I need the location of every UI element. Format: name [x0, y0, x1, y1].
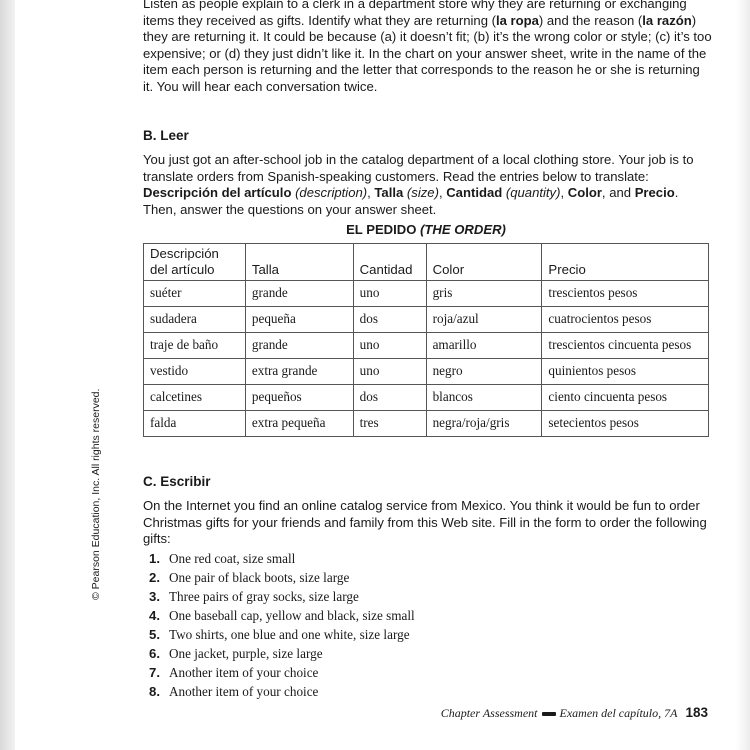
b-sep-1: ,: [367, 185, 375, 201]
list-item: [143, 606, 415, 625]
b-gloss-1: (description): [291, 185, 368, 201]
cell-talla: pequeños: [245, 385, 353, 411]
b-sep-4: , and: [601, 185, 635, 201]
cell-color: amarillo: [426, 333, 542, 359]
table-row: [144, 359, 709, 385]
table-row: [144, 385, 709, 411]
cell-descripcion: calcetines: [144, 385, 246, 411]
b-term-precio: Precio: [634, 185, 675, 201]
cell-precio: trescientos cincuenta pesos: [542, 333, 709, 359]
list-item: [143, 549, 415, 568]
list-item: [143, 682, 415, 701]
cell-color: negro: [426, 359, 542, 385]
page-edge-shadow-right: [736, 0, 750, 750]
cell-cantidad: uno: [353, 333, 426, 359]
cell-cantidad: uno: [353, 281, 426, 307]
cell-talla: grande: [245, 281, 353, 307]
cell-descripcion: vestido: [144, 359, 246, 385]
table-row: [144, 281, 709, 307]
list-item-text: One baseball cap, yellow and black, size small: [169, 608, 415, 623]
section-c-heading: C. Escribir: [143, 474, 211, 489]
list-item: [143, 568, 415, 587]
list-item: [143, 625, 415, 644]
list-item: [143, 663, 415, 682]
list-item: [143, 644, 415, 663]
section-c-text: On the Internet you find an online catalog service from Mexico. You think it would be fun to order Christmas gifts for your friends and family from this Web site. Fill in the form to order the following gifts:: [143, 498, 707, 547]
gift-list: [143, 549, 415, 701]
cell-cantidad: dos: [353, 307, 426, 333]
list-item-number: 4.: [149, 608, 160, 623]
order-table: [143, 243, 709, 437]
cell-color: negra/roja/gris: [426, 411, 542, 437]
section-b-text: [143, 152, 713, 218]
cell-talla: extra pequeña: [245, 411, 353, 437]
cell-color: blancos: [426, 385, 542, 411]
list-item-number: 8.: [149, 684, 160, 699]
copyright-notice: © Pearson Education, Inc. All rights reserved.: [90, 388, 102, 600]
page-number: 183: [685, 705, 708, 720]
intro-term-ropa: la ropa: [495, 12, 539, 28]
table-title-es: EL PEDIDO: [346, 222, 417, 237]
b-text-1: You just got an after-school job in the catalog department of a local clothing store. Your job is to translate orders from Spanish-speaking customers. Read the entries below to translate:: [143, 152, 694, 184]
list-item-number: 1.: [149, 551, 160, 566]
footer-left-text: Chapter Assessment: [440, 706, 538, 720]
cell-cantidad: tres: [353, 411, 426, 437]
table-title-en: (THE ORDER): [420, 222, 506, 237]
footer-separator: [542, 712, 556, 716]
cell-precio: ciento cincuenta pesos: [542, 385, 709, 411]
table-header-row: [144, 244, 709, 281]
page-edge-shadow: [0, 0, 15, 750]
cell-descripcion: falda: [144, 411, 246, 437]
b-text-2: . Then, answer the questions on your answer sheet.: [143, 185, 679, 217]
table-title: [143, 222, 709, 237]
cell-talla: grande: [245, 333, 353, 359]
list-item-number: 2.: [149, 570, 160, 585]
table-row: [144, 333, 709, 359]
b-term-color: Color: [567, 185, 602, 201]
list-item-number: 5.: [149, 627, 160, 642]
cell-color: gris: [426, 281, 542, 307]
cell-cantidad: uno: [353, 359, 426, 385]
intro-text-2: ) and the reason (: [538, 12, 643, 28]
table-row: [144, 411, 709, 437]
b-sep-2: ,: [438, 185, 447, 201]
list-item: [143, 587, 415, 606]
list-item-number: 6.: [149, 646, 160, 661]
header-color: Color: [426, 244, 542, 281]
header-descripcion: Descripción del artículo: [144, 244, 246, 281]
b-term-cantidad: Cantidad: [446, 185, 503, 201]
cell-talla: extra grande: [245, 359, 353, 385]
cell-precio: trescientos pesos: [542, 281, 709, 307]
b-gloss-3: (quantity): [502, 185, 561, 201]
list-item-number: 3.: [149, 589, 160, 604]
cell-precio: cuatrocientos pesos: [542, 307, 709, 333]
list-item-text: One jacket, purple, size large: [169, 646, 323, 661]
cell-color: roja/azul: [426, 307, 542, 333]
cell-descripcion: traje de baño: [144, 333, 246, 359]
cell-descripcion: sudadera: [144, 307, 246, 333]
intro-term-razon: la razón: [642, 12, 692, 28]
cell-cantidad: dos: [353, 385, 426, 411]
intro-text-3: ) they are returning it. It could be because (a) it doesn’t fit; (b) it’s the wrong color or style; (c) it’s too expensive; or (d) they just didn’t like it. In the chart on your answer sheet, write in the name of the item each person is returning and the letter that corresponds to the reason he or she is returning it. You will hear each conversation twice.: [143, 12, 712, 94]
cell-precio: setecientos pesos: [542, 411, 709, 437]
header-talla: Talla: [245, 244, 353, 281]
list-item-text: Three pairs of gray socks, size large: [169, 589, 359, 604]
table-row: [144, 307, 709, 333]
b-term-talla: Talla: [374, 185, 404, 201]
b-gloss-2: (size): [403, 185, 439, 201]
header-cantidad: Cantidad: [353, 244, 426, 281]
header-precio: Precio: [542, 244, 709, 281]
intro-text-1: Listen as people explain to a clerk in a department store why they are returning or exchanging items they received as gifts. Identify what they are returning (: [143, 0, 687, 28]
list-item-text: One pair of black boots, size large: [169, 570, 350, 585]
list-item-text: Two shirts, one blue and one white, size large: [169, 627, 410, 642]
cell-precio: quinientos pesos: [542, 359, 709, 385]
b-term-descripcion: Descripción del artículo: [143, 185, 292, 201]
intro-paragraph: [143, 0, 713, 96]
page-footer: [441, 705, 708, 721]
footer-right-text: Examen del capítulo, 7A: [559, 706, 678, 720]
list-item-text: One red coat, size small: [169, 551, 296, 566]
b-sep-3: ,: [560, 185, 568, 201]
list-item-text: Another item of your choice: [169, 684, 319, 699]
cell-talla: pequeña: [245, 307, 353, 333]
list-item-number: 7.: [149, 665, 160, 680]
section-b-heading: B. Leer: [143, 128, 189, 143]
list-item-text: Another item of your choice: [169, 665, 319, 680]
cell-descripcion: suéter: [144, 281, 246, 307]
